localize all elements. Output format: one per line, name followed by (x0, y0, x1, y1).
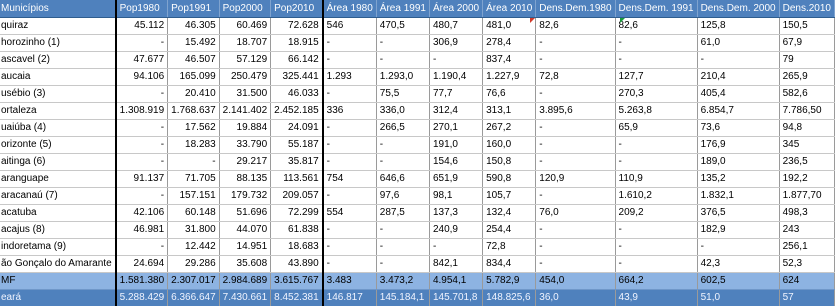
table-cell[interactable]: 554 (323, 205, 377, 222)
table-cell[interactable]: 145.184,1 (376, 290, 429, 306)
table-cell[interactable]: 65,9 (615, 120, 697, 137)
table-cell[interactable]: 43,9 (615, 290, 697, 306)
table-cell[interactable]: 313,1 (483, 103, 536, 120)
municipality-cell[interactable]: usébio (3) (0, 86, 116, 103)
table-cell[interactable]: 12.442 (168, 239, 220, 256)
table-cell[interactable]: 29.217 (219, 154, 271, 171)
municipality-cell[interactable]: horozinho (1) (0, 35, 116, 52)
table-cell[interactable]: 137,3 (429, 205, 482, 222)
table-cell[interactable]: - (323, 86, 377, 103)
table-cell[interactable]: - (376, 256, 429, 273)
table-cell[interactable]: - (615, 222, 697, 239)
comment-indicator[interactable] (530, 18, 535, 23)
table-cell[interactable]: 646,6 (376, 171, 429, 188)
table-cell[interactable]: 46.507 (168, 52, 220, 69)
table-cell[interactable]: 127,7 (615, 69, 697, 86)
table-cell[interactable]: 5.288.429 (116, 290, 168, 306)
table-cell[interactable]: 1.768.637 (168, 103, 220, 120)
table-cell[interactable]: 47.677 (116, 52, 168, 69)
table-cell[interactable]: 125,8 (697, 18, 779, 35)
table-cell[interactable]: 243 (779, 222, 834, 239)
table-cell[interactable]: - (376, 52, 429, 69)
table-cell[interactable]: 51,0 (697, 290, 779, 306)
table-cell[interactable]: 91.137 (116, 171, 168, 188)
table-cell[interactable]: 20.410 (168, 86, 220, 103)
table-cell[interactable]: 2.141.402 (219, 103, 271, 120)
municipality-cell[interactable]: acatuba (0, 205, 116, 222)
municipality-cell[interactable]: eará (0, 290, 116, 306)
column-header[interactable]: Dens.Dem. 1991 (615, 0, 697, 18)
table-cell[interactable]: 113.561 (271, 171, 323, 188)
table-cell[interactable]: 82,6 (615, 18, 697, 35)
table-cell[interactable]: 179.732 (219, 188, 271, 205)
table-cell[interactable]: 2.307.017 (168, 273, 220, 290)
table-cell[interactable]: 42,3 (697, 256, 779, 273)
table-cell[interactable]: 61,0 (697, 35, 779, 52)
table-cell[interactable]: 192,2 (779, 171, 834, 188)
table-cell[interactable]: 35.817 (271, 154, 323, 171)
table-cell[interactable]: 52,3 (779, 256, 834, 273)
table-cell[interactable]: 57 (779, 290, 834, 306)
table-cell[interactable]: 405,4 (697, 86, 779, 103)
table-row (0, 171, 835, 188)
table-cell[interactable]: 1.293 (323, 69, 377, 86)
table-cell[interactable]: - (536, 154, 615, 171)
table-cell[interactable]: 46.033 (271, 86, 323, 103)
table-row (0, 154, 835, 171)
municipality-cell[interactable]: ascavel (2) (0, 52, 116, 69)
table-cell[interactable]: - (323, 256, 377, 273)
table-cell[interactable]: 8.452.381 (271, 290, 323, 306)
table-cell[interactable]: 18.283 (168, 137, 220, 154)
column-header[interactable]: Dens.Dem. 2000 (697, 0, 779, 18)
table-cell[interactable]: 240,9 (429, 222, 482, 239)
table-row (0, 69, 835, 86)
table-cell[interactable]: 5.782,9 (483, 273, 536, 290)
table-cell[interactable]: - (536, 52, 615, 69)
table-cell[interactable]: - (697, 52, 779, 69)
table-cell[interactable]: - (615, 35, 697, 52)
table-cell[interactable]: 325.441 (271, 69, 323, 86)
table-cell[interactable]: 470,5 (376, 18, 429, 35)
column-header[interactable]: Área 1980 (323, 0, 377, 18)
table-cell[interactable]: - (376, 222, 429, 239)
table-cell[interactable]: - (536, 137, 615, 154)
table-cell[interactable]: 270,3 (615, 86, 697, 103)
table-cell[interactable]: 336,0 (376, 103, 429, 120)
table-cell[interactable]: 18.915 (271, 35, 323, 52)
table-cell[interactable]: 209,2 (615, 205, 697, 222)
table-cell[interactable]: 145.701,8 (429, 290, 482, 306)
table-cell[interactable]: 150,8 (483, 154, 536, 171)
table-cell[interactable]: - (323, 222, 377, 239)
table-row (0, 188, 835, 205)
table-cell[interactable]: - (536, 35, 615, 52)
table-cell[interactable]: - (323, 35, 377, 52)
table-cell[interactable]: 46.305 (168, 18, 220, 35)
table-cell[interactable]: 6.854,7 (697, 103, 779, 120)
table-cell[interactable]: 2.984.689 (219, 273, 271, 290)
table-cell[interactable]: 72.299 (271, 205, 323, 222)
table-cell[interactable]: 278,4 (483, 35, 536, 52)
table-cell[interactable]: 270,1 (429, 120, 482, 137)
table-cell[interactable]: - (323, 120, 377, 137)
table-cell[interactable]: 312,4 (429, 103, 482, 120)
table-cell[interactable]: 837,4 (483, 52, 536, 69)
table-cell[interactable]: 1.877,70 (779, 188, 834, 205)
table-cell[interactable]: 160,0 (483, 137, 536, 154)
table-cell[interactable]: - (116, 86, 168, 103)
municipality-cell[interactable]: quiraz (0, 18, 116, 35)
table-cell[interactable]: 267,2 (483, 120, 536, 137)
table-cell[interactable]: - (615, 52, 697, 69)
table-cell[interactable]: 254,4 (483, 222, 536, 239)
table-cell[interactable]: 18.683 (271, 239, 323, 256)
table-cell[interactable]: 236,5 (779, 154, 834, 171)
table-cell[interactable]: 18.707 (219, 35, 271, 52)
column-header[interactable]: Área 2010 (483, 0, 536, 18)
column-header[interactable]: Pop2010 (271, 0, 323, 18)
table-cell[interactable]: 146.817 (323, 290, 377, 306)
municipality-cell[interactable]: ortaleza (0, 103, 116, 120)
table-cell[interactable]: - (116, 154, 168, 171)
municipality-cell[interactable]: aucaia (0, 69, 116, 86)
table-cell[interactable]: 7.430.661 (219, 290, 271, 306)
table-cell[interactable]: 77,7 (429, 86, 482, 103)
table-cell[interactable]: 480,7 (429, 18, 482, 35)
table-cell[interactable]: 61.838 (271, 222, 323, 239)
table-cell[interactable]: 46.981 (116, 222, 168, 239)
table-cell[interactable]: 664,2 (615, 273, 697, 290)
table-cell[interactable]: 51.696 (219, 205, 271, 222)
table-cell[interactable]: 31.500 (219, 86, 271, 103)
table-cell[interactable]: 189,0 (697, 154, 779, 171)
table-cell[interactable]: 148.825,6 (483, 290, 536, 306)
table-cell[interactable]: 376,5 (697, 205, 779, 222)
table-cell[interactable]: - (323, 188, 377, 205)
table-cell[interactable]: 82,6 (536, 18, 615, 35)
table-cell[interactable]: - (168, 154, 220, 171)
table-row (0, 256, 835, 273)
table-cell[interactable]: 5.263,8 (615, 103, 697, 120)
table-cell[interactable]: 94,8 (779, 120, 834, 137)
table-cell[interactable]: 210,4 (697, 69, 779, 86)
table-cell[interactable]: - (376, 35, 429, 52)
table-cell[interactable]: 754 (323, 171, 377, 188)
table-cell[interactable]: 498,3 (779, 205, 834, 222)
table-cell[interactable]: 3.615.767 (271, 273, 323, 290)
table-cell[interactable]: 3.483 (323, 273, 377, 290)
table-cell[interactable]: 110,9 (615, 171, 697, 188)
table-cell[interactable]: 182,9 (697, 222, 779, 239)
column-header[interactable]: Pop1980 (116, 0, 168, 18)
table-cell[interactable]: - (376, 154, 429, 171)
table-cell[interactable]: 602,5 (697, 273, 779, 290)
table-row (0, 86, 835, 103)
table-cell[interactable]: 265,9 (779, 69, 834, 86)
table-row (0, 18, 835, 35)
table-cell[interactable]: 60.148 (168, 205, 220, 222)
table-cell[interactable]: 4.954,1 (429, 273, 482, 290)
table-cell[interactable]: - (116, 188, 168, 205)
table-cell[interactable]: 336 (323, 103, 377, 120)
table-cell[interactable]: 36,0 (536, 290, 615, 306)
table-cell[interactable]: 2.452.185 (271, 103, 323, 120)
table-cell[interactable]: 135,2 (697, 171, 779, 188)
table-cell[interactable]: - (116, 137, 168, 154)
table-cell[interactable]: 71.705 (168, 171, 220, 188)
table-cell[interactable]: 157.151 (168, 188, 220, 205)
table-cell[interactable]: - (323, 137, 377, 154)
column-header[interactable]: Pop2000 (219, 0, 271, 18)
table-cell[interactable]: - (376, 239, 429, 256)
column-header[interactable]: Municípios (0, 0, 116, 18)
table-cell[interactable]: 76,0 (536, 205, 615, 222)
table-cell[interactable]: 651,9 (429, 171, 482, 188)
table-cell[interactable]: 43.890 (271, 256, 323, 273)
table-cell[interactable]: - (697, 239, 779, 256)
table-cell[interactable]: - (615, 256, 697, 273)
table-row (0, 239, 835, 256)
table-cell[interactable]: 98,1 (429, 188, 482, 205)
table-row (0, 222, 835, 239)
table-cell[interactable]: - (615, 154, 697, 171)
table-cell[interactable]: 14.951 (219, 239, 271, 256)
table-cell[interactable]: 209.057 (271, 188, 323, 205)
table-cell[interactable]: 3.895,6 (536, 103, 615, 120)
table-cell[interactable]: 1.227,9 (483, 69, 536, 86)
municipality-cell[interactable]: uaiúba (4) (0, 120, 116, 137)
ceara-row (0, 290, 835, 306)
table-cell[interactable]: 256,1 (779, 239, 834, 256)
municipality-cell[interactable]: orizonte (5) (0, 137, 116, 154)
table-cell[interactable]: 120,9 (536, 171, 615, 188)
table-cell[interactable]: - (116, 35, 168, 52)
table-cell[interactable]: 3.473,2 (376, 273, 429, 290)
table-cell[interactable]: 165.099 (168, 69, 220, 86)
table-cell[interactable]: 6.366.647 (168, 290, 220, 306)
table-cell[interactable]: 24.694 (116, 256, 168, 273)
table-cell[interactable]: 546 (323, 18, 377, 35)
table-cell[interactable]: 250.479 (219, 69, 271, 86)
table-cell[interactable]: - (536, 239, 615, 256)
table-cell[interactable]: - (615, 239, 697, 256)
column-header[interactable]: Pop1991 (168, 0, 220, 18)
table-cell[interactable]: - (116, 120, 168, 137)
table-row (0, 52, 835, 69)
table-cell[interactable]: 1.190,4 (429, 69, 482, 86)
table-cell[interactable]: 75,5 (376, 86, 429, 103)
municipality-cell[interactable]: indoretama (9) (0, 239, 116, 256)
table-cell[interactable]: 1.293,0 (376, 69, 429, 86)
table-cell[interactable]: 287,5 (376, 205, 429, 222)
table-cell[interactable]: 42.106 (116, 205, 168, 222)
table-cell[interactable]: - (323, 239, 377, 256)
table-cell[interactable]: - (536, 256, 615, 273)
table-cell[interactable]: 834,4 (483, 256, 536, 273)
table-row (0, 120, 835, 137)
table-cell[interactable]: 1.832,1 (697, 188, 779, 205)
table-cell[interactable]: - (536, 222, 615, 239)
table-cell[interactable]: 17.562 (168, 120, 220, 137)
table-cell[interactable]: 35.608 (219, 256, 271, 273)
column-header[interactable]: Área 1991 (376, 0, 429, 18)
table-cell[interactable]: 842,1 (429, 256, 482, 273)
table-cell[interactable]: - (323, 154, 377, 171)
error-indicator[interactable] (620, 18, 625, 23)
table-cell[interactable]: 31.800 (168, 222, 220, 239)
table-cell[interactable]: 1.581.380 (116, 273, 168, 290)
table-cell[interactable]: 88.135 (219, 171, 271, 188)
table-cell[interactable]: 582,6 (779, 86, 834, 103)
municipality-cell[interactable]: ão Gonçalo do Amarante (0, 256, 116, 273)
table-cell[interactable]: 60.469 (219, 18, 271, 35)
table-row (0, 205, 835, 222)
table-cell[interactable]: 45.112 (116, 18, 168, 35)
municipality-cell[interactable]: aracanaú (7) (0, 188, 116, 205)
table-cell[interactable]: 57.129 (219, 52, 271, 69)
table-cell[interactable]: - (536, 86, 615, 103)
table-cell[interactable]: 176,9 (697, 137, 779, 154)
table-cell[interactable]: 24.091 (271, 120, 323, 137)
table-cell[interactable]: - (429, 239, 482, 256)
table-cell[interactable]: - (376, 137, 429, 154)
table-cell[interactable]: 29.286 (168, 256, 220, 273)
table-cell[interactable]: 79 (779, 52, 834, 69)
table-cell[interactable]: - (536, 188, 615, 205)
column-header[interactable]: Dens.Dem.1980 (536, 0, 615, 18)
table-cell[interactable]: 345 (779, 137, 834, 154)
table-cell[interactable]: 191,0 (429, 137, 482, 154)
column-header[interactable]: Área 2000 (429, 0, 482, 18)
table-cell[interactable]: 590,8 (483, 171, 536, 188)
table-cell[interactable]: - (429, 52, 482, 69)
table-cell[interactable]: 44.070 (219, 222, 271, 239)
table-cell[interactable]: 105,7 (483, 188, 536, 205)
table-cell[interactable]: - (536, 120, 615, 137)
municipality-cell[interactable]: aranguape (0, 171, 116, 188)
table-cell[interactable]: 97,6 (376, 188, 429, 205)
table-cell[interactable]: - (323, 52, 377, 69)
table-cell[interactable]: 266,5 (376, 120, 429, 137)
table-row (0, 137, 835, 154)
table-cell[interactable]: 15.492 (168, 35, 220, 52)
table-cell[interactable]: 67,9 (779, 35, 834, 52)
table-cell[interactable]: 55.187 (271, 137, 323, 154)
table-cell[interactable]: 454,0 (536, 273, 615, 290)
table-cell[interactable]: 66.142 (271, 52, 323, 69)
header-row (0, 0, 835, 18)
table-row (0, 103, 835, 120)
table-cell[interactable]: 76,6 (483, 86, 536, 103)
table-cell[interactable]: 72,8 (483, 239, 536, 256)
rmf-row (0, 273, 835, 290)
table-cell[interactable]: 73,6 (697, 120, 779, 137)
table-cell[interactable]: 94.106 (116, 69, 168, 86)
table-cell[interactable]: 7.786,50 (779, 103, 834, 120)
table-cell[interactable]: 154,6 (429, 154, 482, 171)
table-cell[interactable]: 306,9 (429, 35, 482, 52)
table-cell[interactable]: 1.610,2 (615, 188, 697, 205)
table-cell[interactable]: 1.308.919 (116, 103, 168, 120)
table-cell[interactable]: 72,8 (536, 69, 615, 86)
municipality-cell[interactable]: MF (0, 273, 116, 290)
table-cell[interactable]: 624 (779, 273, 834, 290)
table-cell[interactable]: 481,0 (483, 18, 536, 35)
table-row (0, 35, 835, 52)
table-cell[interactable]: 132,4 (483, 205, 536, 222)
municipality-cell[interactable]: aitinga (6) (0, 154, 116, 171)
municipality-cell[interactable]: acajus (8) (0, 222, 116, 239)
table-cell[interactable]: - (116, 239, 168, 256)
table-cell[interactable]: 150,5 (779, 18, 834, 35)
table-cell[interactable]: - (615, 137, 697, 154)
table-cell[interactable]: 19.884 (219, 120, 271, 137)
table-cell[interactable]: 33.790 (219, 137, 271, 154)
table-cell[interactable]: 72.628 (271, 18, 323, 35)
column-header[interactable]: Dens.2010 (779, 0, 834, 18)
